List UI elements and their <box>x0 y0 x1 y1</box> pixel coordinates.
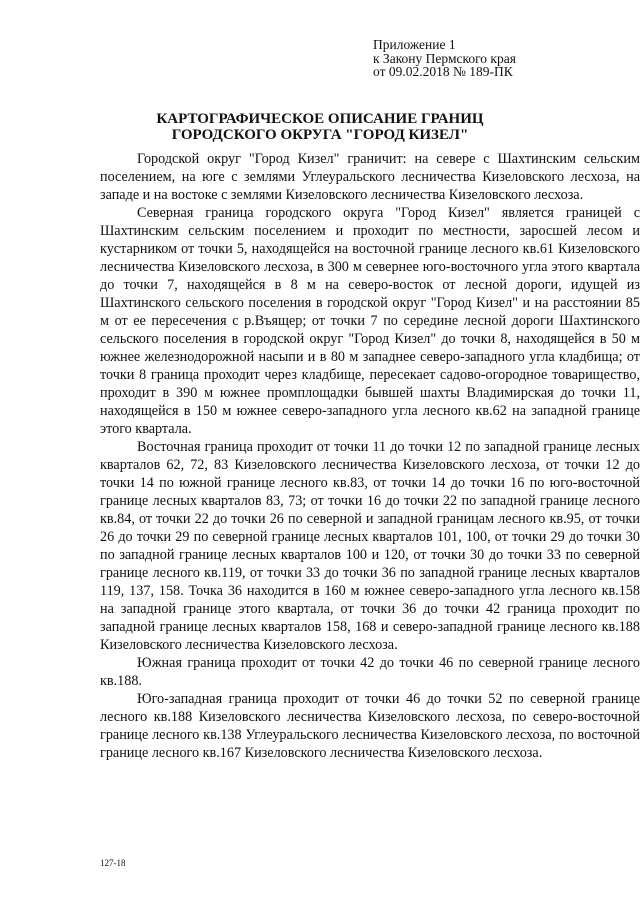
paragraph-east-border: Восточная граница проходит от точки 11 до точки 12 по западной границе лесных кварталов 62, 72, 83 Кизеловского лесничества Кизеловского лесхоза, от точки 12 до точки 14 по южной границе лесного кв.83, от точки 14 до точки 16 по юго-восточной границе лесных кварталов 83, 73; от точки 16 до точки 22 по западной границе лесного кв.84, от точки 22 до точки 26 по северной и западной границам лесного кв.95, от точки 26 до точки 29 по северной границе лесных кварталов 101, 100, от точки 29 до точки 30 по западной границе лесных кварталов 100 и 120, от точки 30 до точки 33 по северной границе лесного кв.119, от точки 33 до точки 36 по западной границе лесных кварталов 119, 137, 158. Точка 36 находится в 160 м южнее северо-западного угла лесного кв.158 на западной границе этого квартала, от точки 36 до точки 42 граница проходит по западной границе лесных кварталов 158, 168 и северо-западной границе лесного кв.188 Кизеловского лесничества Кизеловского лесхоза. <box>100 439 640 653</box>
title-line-2: ГОРОДСКОГО ОКРУГА "ГОРОД КИЗЕЛ" <box>171 127 469 143</box>
document-body <box>100 150 640 762</box>
law-date-line: от 09.02.2018 № 189-ПК <box>373 64 513 79</box>
document-title <box>0 111 640 143</box>
paragraph-southwest-border: Юго-западная граница проходит от точки 46 до точки 52 по северной границе лесного кв.188 Кизеловского лесничества Кизеловского лесхоза, по северо-восточной границе лесного кв.138 Углеуральского лесничества Кизеловского лесхоза, по восточной границе лесного кв.167 Кизеловского лесничества Кизеловского лесхоза. <box>100 691 640 761</box>
appendix-line: Приложение 1 <box>373 37 456 52</box>
paragraph-north-border: Северная граница городского округа "Город Кизел" является границей с Шахтинским сельским поселением и проходит по местности, заросшей лесом и кустарником от точки 5, находящейся на восточной границе лесного кв.61 Кизеловского лесничества Кизеловского лесхоза, в 300 м севернее юго-восточного угла этого квартала до точки 7, находящейся в 8 м на северо-восток от лесной дороги, идущей из Шахтинского сельского поселения в городской округ "Город Кизел" и на расстоянии 85 м от ее пересечения с р.Въящер; от точки 7 по середине лесной дороги Шахтинского сельского поселения в городской округ "Город Кизел" до точки 8, находящейся в 50 м южнее железнодорожной насыпи и в 80 м западнее северо-западного угла кладбища; от точки 8 граница проходит через кладбище, пересекает садово-огородное товарищество, проходит в 390 м южнее промплощадки бывшей шахты Владимирская до точки 11, находящейся в 150 м южнее северо-западного угла лесного кв.62 на западной границе этого квартала. <box>100 205 640 437</box>
law-reference-line: к Закону Пермского края <box>373 50 516 66</box>
paragraph-south-border: Южная граница проходит от точки 42 до точки 46 по северной границе лесного кв.188. <box>100 655 640 689</box>
appendix-reference <box>373 38 516 79</box>
footer-code: 127-18 <box>100 858 126 868</box>
title-line-1: КАРТОГРАФИЧЕСКОЕ ОПИСАНИЕ ГРАНИЦ <box>156 111 484 127</box>
paragraph-general: Городской округ "Город Кизел" граничит: на севере с Шахтинским сельским поселением, на юге с землями Углеуральского лесничества Кизеловского лесхоза, на западе и на востоке с землями Кизеловского лесничества Кизеловского лесхоза. <box>100 151 640 203</box>
